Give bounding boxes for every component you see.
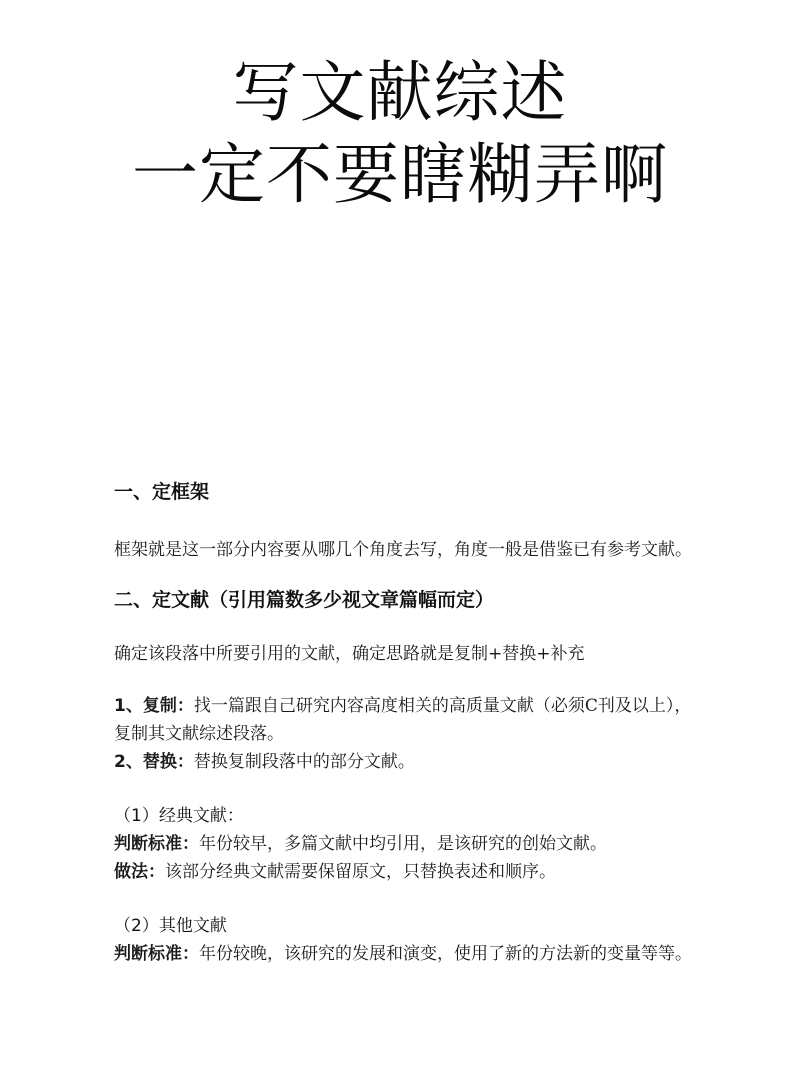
other-literature-title: （2）其他文献: [114, 916, 227, 936]
classic-method-text: 该部分经典文献需要保留原文，只替换表述和顺序。: [165, 862, 556, 882]
step-replace-text: 替换复制段落中的部分文献。: [193, 752, 415, 772]
section-2-heading: 二、定文献（引用篇数多少视文章篇幅而定）: [114, 589, 495, 611]
section-2-intro: 确定该段落中所要引用的文献，确定思路就是复制+替换+补充: [114, 644, 585, 664]
step-copy-label: 1、复制：: [114, 696, 194, 716]
step-replace: [114, 748, 704, 776]
classic-method-label: 做法：: [114, 862, 165, 882]
classic-criteria-label: 判断标准：: [114, 834, 199, 854]
classic-literature-title: （1）经典文献：: [114, 806, 244, 826]
step-copy: [114, 692, 704, 748]
title-line-2: 一定不要瞎糊弄啊: [132, 136, 668, 213]
classic-literature-method: [114, 858, 704, 886]
section-1-body: 框架就是这一部分内容要从哪几个角度去写，角度一般是借鉴已有参考文献。: [114, 540, 692, 560]
title-line-1: 写文献综述: [232, 54, 568, 131]
other-criteria-text: 年份较晚，该研究的发展和演变，使用了新的方法新的变量等等。: [199, 944, 692, 964]
section-1-heading: 一、定框架: [114, 481, 210, 503]
other-criteria-label: 判断标准：: [114, 944, 199, 964]
document-body: [114, 470, 704, 968]
step-replace-label: 2、替换：: [114, 752, 194, 772]
document-title: [0, 52, 800, 216]
classic-literature-criteria: [114, 830, 704, 858]
classic-criteria-text: 年份较早，多篇文献中均引用，是该研究的创始文献。: [199, 834, 607, 854]
other-literature-criteria: [114, 940, 704, 968]
step-copy-text: 找一篇跟自己研究内容高度相关的高质量文献（必须C刊及以上），复制其文献综述段落。: [114, 696, 692, 744]
